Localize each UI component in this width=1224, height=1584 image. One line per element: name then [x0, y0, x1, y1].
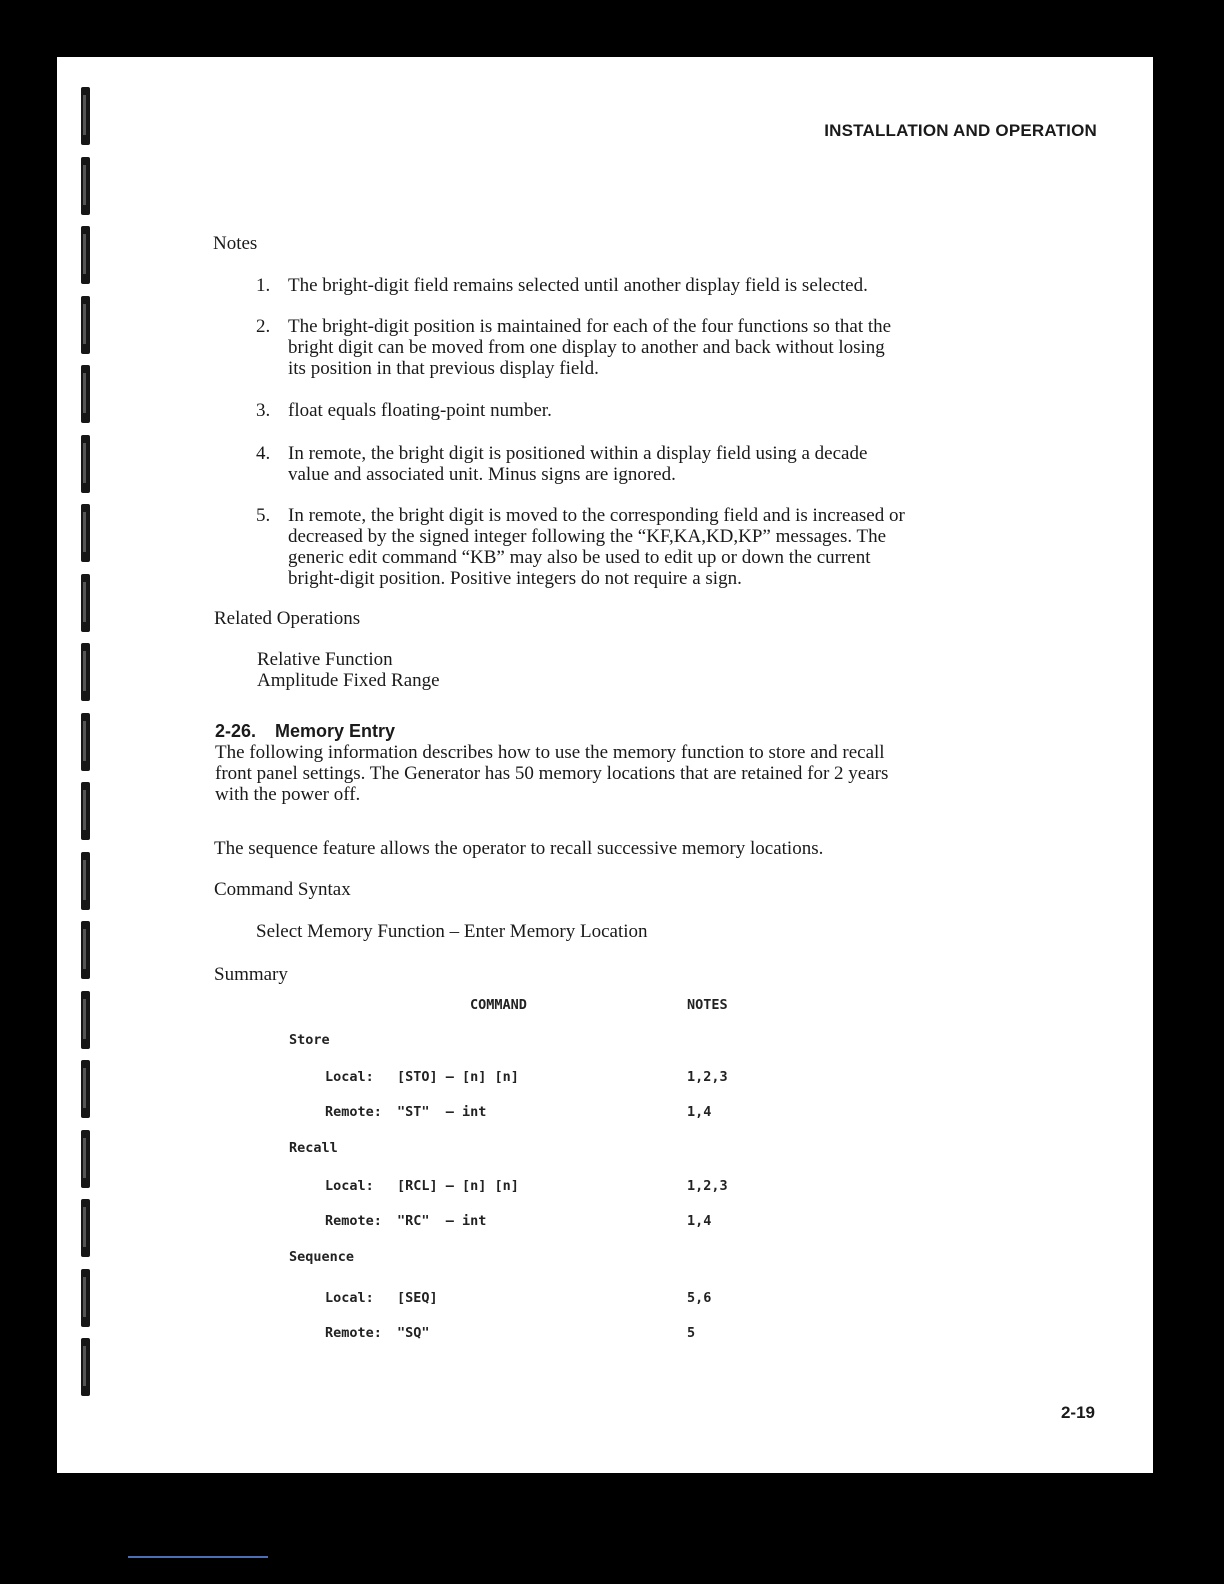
row-command: [SEQ] [397, 1290, 438, 1306]
summary-heading: Summary [214, 964, 288, 985]
binding-hole [81, 365, 90, 423]
row-label: Local: [325, 1290, 374, 1306]
running-header: INSTALLATION AND OPERATION [824, 121, 1097, 140]
note-number: 5. [256, 505, 271, 526]
section-heading [215, 721, 395, 742]
section-intro [215, 742, 939, 805]
section-title: Memory Entry [275, 721, 396, 741]
note-line: bright digit can be moved from one display to another and back without losing [288, 337, 885, 358]
note-line: its position in that previous display field. [288, 358, 599, 379]
note-number: 3. [256, 400, 271, 421]
note-line: bright-digit position. Positive integers do not require a sign. [288, 568, 742, 589]
row-notes: 5,6 [687, 1290, 712, 1306]
binding-hole [81, 1269, 90, 1327]
group-name: Store [289, 1032, 330, 1048]
row-label: Local: [325, 1069, 374, 1085]
syntax-heading: Command Syntax [214, 879, 351, 900]
section-number: 2-26. [215, 721, 257, 741]
intro-line: front panel settings. The Generator has 50 memory locations that are retained for 2 years [215, 763, 889, 784]
note-line: In remote, the bright digit is moved to the corresponding field and is increased or [288, 505, 905, 526]
note-text [288, 316, 941, 379]
note-line: The bright-digit field remains selected until another display field is selected. [288, 275, 868, 296]
row-label: Remote: [325, 1213, 382, 1229]
binding-hole [81, 713, 90, 771]
note-text [288, 443, 941, 485]
row-label: Remote: [325, 1104, 382, 1120]
note-line: In remote, the bright digit is positioned within a display field using a decade [288, 443, 868, 464]
note-line: float equals floating-point number. [288, 400, 552, 421]
binding-hole [81, 226, 90, 284]
binding-hole [81, 1060, 90, 1118]
row-notes: 1,2,3 [687, 1069, 728, 1085]
manual-page [57, 57, 1153, 1473]
row-label: Local: [325, 1178, 374, 1194]
group-name: Recall [289, 1140, 338, 1156]
row-command: "SQ" [397, 1325, 430, 1341]
binding-hole [81, 157, 90, 215]
binding-hole [81, 574, 90, 632]
binding-hole [81, 991, 90, 1049]
note-number: 2. [256, 316, 271, 337]
notes-heading: Notes [213, 233, 258, 254]
related-item: Relative Function [257, 649, 393, 670]
note-number: 1. [256, 275, 271, 296]
row-notes: 1,4 [687, 1213, 712, 1229]
binding-hole [81, 852, 90, 910]
row-command: "RC" — int [397, 1213, 487, 1229]
binding-hole [81, 87, 90, 145]
note-line: decreased by the signed integer following the “KF,KA,KD,KP” messages. The [288, 526, 887, 547]
row-notes: 5 [687, 1325, 696, 1341]
row-notes: 1,2,3 [687, 1178, 728, 1194]
sequence-paragraph: The sequence feature allows the operator to recall successive memory locations. [214, 838, 824, 859]
column-header-command: COMMAND [470, 997, 527, 1013]
page-number: 2-19 [1060, 1403, 1095, 1422]
note-text [288, 400, 1018, 421]
row-command: "ST" — int [397, 1104, 487, 1120]
binding-hole [81, 1199, 90, 1257]
intro-line: The following information describes how to use the memory function to store and recall [215, 742, 885, 763]
binding-hole [81, 296, 90, 354]
syntax-text: Select Memory Function – Enter Memory Location [256, 921, 648, 942]
note-line: generic edit command “KB” may also be used to edit up or down the current [288, 547, 871, 568]
intro-line: with the power off. [215, 784, 361, 805]
column-header-notes: NOTES [687, 997, 728, 1013]
row-command: [STO] — [n] [n] [397, 1069, 519, 1085]
note-text [288, 275, 1008, 296]
binding-hole [81, 435, 90, 493]
binding-hole [81, 921, 90, 979]
note-number: 4. [256, 443, 271, 464]
row-notes: 1,4 [687, 1104, 712, 1120]
binding-hole [81, 782, 90, 840]
binding-hole [81, 1130, 90, 1188]
row-command: [RCL] — [n] [n] [397, 1178, 519, 1194]
note-line: value and associated unit. Minus signs are ignored. [288, 464, 676, 485]
note-text [288, 505, 941, 589]
note-line: The bright-digit position is maintained for each of the four functions so that the [288, 316, 892, 337]
scan-artifact-bar [128, 1556, 268, 1558]
group-name: Sequence [289, 1249, 355, 1265]
related-heading: Related Operations [214, 608, 361, 629]
binding-hole [81, 643, 90, 701]
related-item: Amplitude Fixed Range [257, 670, 440, 691]
binding-hole [81, 504, 90, 562]
binding-hole [81, 1338, 90, 1396]
row-label: Remote: [325, 1325, 382, 1341]
